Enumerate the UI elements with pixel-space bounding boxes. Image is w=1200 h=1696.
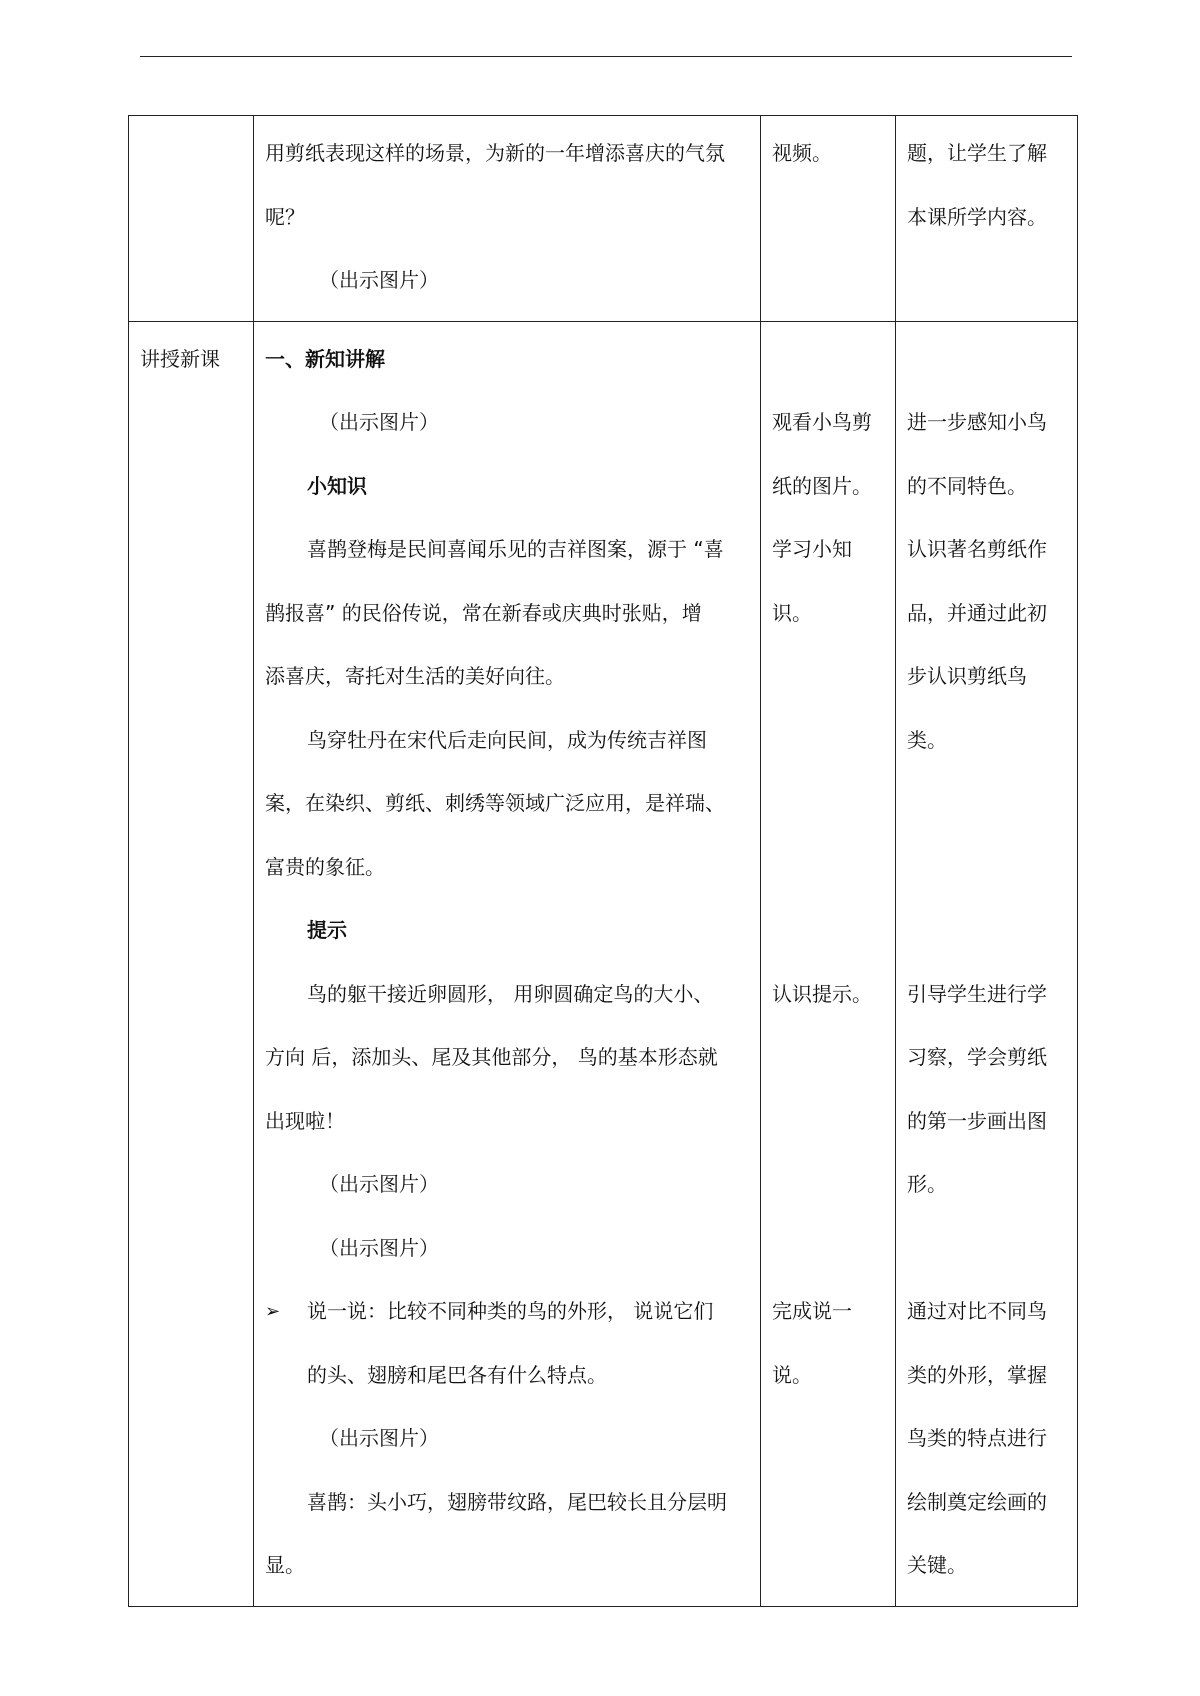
intent-line: 类。 xyxy=(907,727,947,752)
show-image-note: （出示图片） xyxy=(319,1235,439,1260)
show-image-note: （出示图片） xyxy=(319,1172,439,1196)
say-line: 的头、翅膀和尾巴各有什么特点。 xyxy=(307,1362,607,1387)
say-item xyxy=(265,1280,750,1344)
tip-line: 出现啦！ xyxy=(265,1108,345,1133)
student-line: 完成说一 xyxy=(772,1299,852,1323)
student-activity-cell xyxy=(761,116,896,322)
table-row-intro-continuation xyxy=(129,116,1078,322)
knowledge-line: 鸟穿牡丹在宋代后走向民间，成为传统吉祥图 xyxy=(307,727,707,752)
stage-cell xyxy=(129,321,254,1606)
knowledge-line: 富贵的象征。 xyxy=(265,854,385,879)
tip-line: 方向 后，添加头、尾及其他部分， 鸟的基本形态就 xyxy=(265,1045,718,1069)
table-row-new-lesson xyxy=(129,321,1078,1606)
student-line: 视频。 xyxy=(772,141,832,165)
intent-line: 鸟类的特点进行 xyxy=(907,1426,1047,1450)
show-image-note: （出示图片） xyxy=(319,410,439,434)
design-intent-cell xyxy=(896,321,1078,1606)
intent-line: 关键。 xyxy=(907,1553,967,1577)
intent-line: 的第一步画出图 xyxy=(907,1108,1047,1133)
knowledge-line: 鹊报喜” 的民俗传说，常在新春或庆典时张贴，增 xyxy=(265,600,702,625)
stage-cell-empty xyxy=(129,116,254,322)
knowledge-title: 小知识 xyxy=(307,473,367,498)
magpie-line: 喜鹊：头小巧，翅膀带纹路，尾巴较长且分层明 xyxy=(307,1489,727,1514)
tip-line: 鸟的躯干接近卵圆形， 用卵圆确定鸟的大小、 xyxy=(307,981,714,1006)
student-line: 认识提示。 xyxy=(772,981,872,1006)
intent-line: 题，让学生了解 xyxy=(907,141,1047,165)
intent-line: 的不同特色。 xyxy=(907,473,1027,498)
content-cell xyxy=(254,116,761,322)
knowledge-line: 喜鹊登梅是民间喜闻乐见的吉祥图案，源于 “喜 xyxy=(307,537,724,561)
show-image-note: （出示图片） xyxy=(319,268,439,292)
tip-title: 提示 xyxy=(307,918,347,942)
intent-line: 通过对比不同鸟 xyxy=(907,1299,1047,1323)
stage-label: 讲授新课 xyxy=(140,346,220,371)
say-line: 说一说：比较不同种类的鸟的外形， 说说它们 xyxy=(307,1299,714,1323)
intent-line: 认识著名剪纸作 xyxy=(907,537,1047,561)
design-intent-cell xyxy=(896,116,1078,322)
lesson-plan-table xyxy=(128,115,1078,1607)
magpie-line: 显。 xyxy=(265,1553,305,1577)
student-line: 纸的图片。 xyxy=(772,473,872,498)
student-line: 学习小知 xyxy=(772,537,852,561)
knowledge-line: 案，在染织、剪纸、刺绣等领域广泛应用，是祥瑞、 xyxy=(265,791,725,815)
knowledge-line: 添喜庆，寄托对生活的美好向往。 xyxy=(265,664,565,688)
intent-line: 形。 xyxy=(907,1172,947,1196)
intent-line: 品，并通过此初 xyxy=(907,600,1047,625)
show-image-note: （出示图片） xyxy=(319,1426,439,1450)
content-cell xyxy=(254,321,761,1606)
student-line: 观看小鸟剪 xyxy=(772,410,872,434)
intent-line: 进一步感知小鸟 xyxy=(907,410,1047,434)
intent-line: 引导学生进行学 xyxy=(907,981,1047,1006)
student-activity-cell xyxy=(761,321,896,1606)
intent-line: 步认识剪纸鸟 xyxy=(907,664,1027,688)
section-heading: 一、新知讲解 xyxy=(265,346,385,371)
arrow-bullet-icon: ➢ xyxy=(265,1301,281,1322)
intent-line: 类的外形，掌握 xyxy=(907,1362,1047,1387)
content-line: 用剪纸表现这样的场景，为新的一年增添喜庆的气氛 xyxy=(265,141,725,165)
header-rule xyxy=(140,56,1072,57)
student-line: 识。 xyxy=(772,600,812,625)
intent-line: 本课所学内容。 xyxy=(907,204,1047,229)
intent-line: 绘制奠定绘画的 xyxy=(907,1489,1047,1514)
intent-line: 习察，学会剪纸 xyxy=(907,1045,1047,1069)
student-line: 说。 xyxy=(772,1362,812,1387)
content-line: 呢？ xyxy=(265,204,305,229)
